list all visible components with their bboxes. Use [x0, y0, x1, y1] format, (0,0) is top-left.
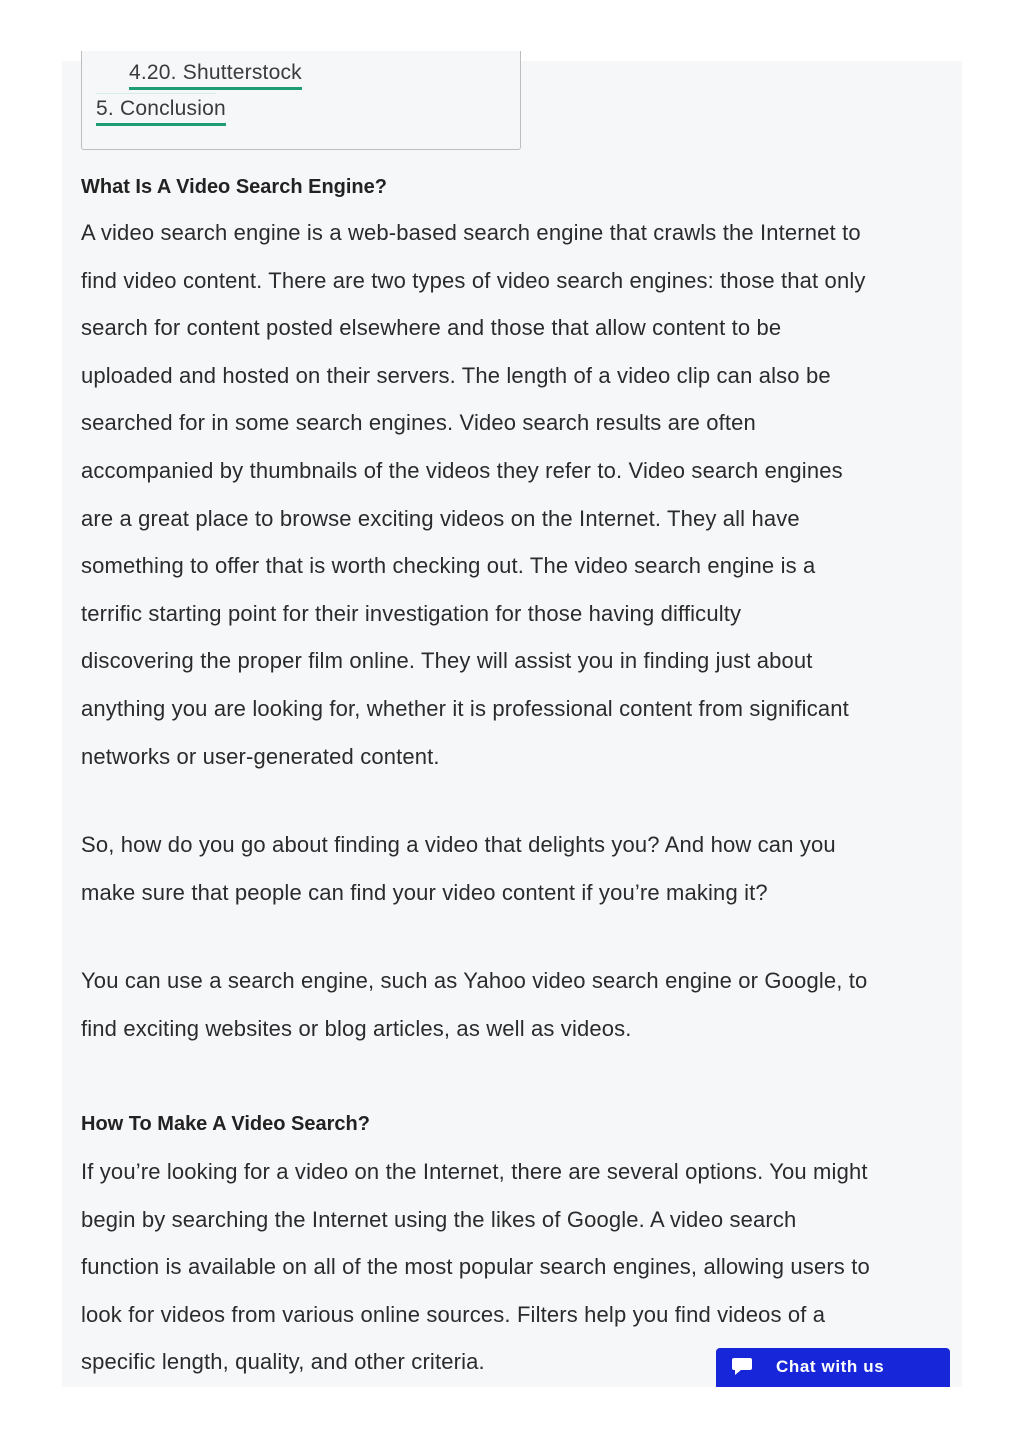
paragraph-line: You can use a search engine, such as Yahoo video search engine or Google, to: [81, 968, 868, 993]
paragraph-line: A video search engine is a web-based search engine that crawls the Internet to: [81, 220, 861, 245]
table-of-contents: [81, 51, 521, 150]
paragraph-line: networks or user-generated content.: [81, 743, 440, 769]
paragraph-what-is: [81, 209, 951, 780]
paragraph-line: discovering the proper film online. They will assist you in finding just about: [81, 648, 813, 674]
paragraph-line: If you’re looking for a video on the Internet, there are several options. You might: [81, 1159, 868, 1184]
paragraph-line: terrific starting point for their investigation for those having difficulty: [81, 600, 742, 626]
paragraph-line: make sure that people can find your video content if you’re making it?: [81, 879, 768, 905]
paragraph-line: searched for in some search engines. Video search results are often: [81, 410, 756, 436]
toc-link-conclusion[interactable]: 5. Conclusion: [96, 97, 226, 126]
paragraph-line: accompanied by thumbnails of the videos they refer to. Video search engines: [81, 457, 843, 483]
toc-divider: [96, 93, 216, 94]
section-heading-what-is: What Is A Video Search Engine?: [81, 176, 387, 198]
chat-with-us-button[interactable]: [716, 1348, 950, 1387]
article-content: [62, 61, 962, 1387]
paragraph-line: are a great place to browse exciting videos on the Internet. They all have: [81, 505, 800, 531]
section-heading-how-to: How To Make A Video Search?: [81, 1113, 370, 1135]
paragraph-line: look for videos from various online sources. Filters help you find videos of a: [81, 1301, 826, 1327]
paragraph-line: function is available on all of the most popular search engines, allowing users to: [81, 1254, 870, 1280]
paragraph-line: begin by searching the Internet using the likes of Google. A video search: [81, 1206, 797, 1232]
toc-link-shutterstock[interactable]: 4.20. Shutterstock: [129, 61, 302, 90]
paragraph-line: find video content. There are two types of video search engines: those that only: [81, 267, 866, 293]
paragraph-line: search for content posted elsewhere and those that allow content to be: [81, 315, 782, 341]
chat-button-label: Chat with us: [776, 1357, 885, 1376]
paragraph-how-do-you: [81, 821, 951, 916]
paragraph-search-engine-use: [81, 957, 951, 1052]
paragraph-line: anything you are looking for, whether it is professional content from significant: [81, 695, 849, 721]
chat-bubble-icon: [731, 1357, 753, 1376]
paragraph-line: find exciting websites or blog articles, as well as videos.: [81, 1015, 632, 1041]
paragraph-line: specific length, quality, and other criteria.: [81, 1349, 485, 1375]
paragraph-line: So, how do you go about finding a video that delights you? And how can you: [81, 832, 836, 857]
paragraph-line: something to offer that is worth checking out. The video search engine is a: [81, 553, 816, 579]
paragraph-line: uploaded and hosted on their servers. The length of a video clip can also be: [81, 362, 831, 388]
